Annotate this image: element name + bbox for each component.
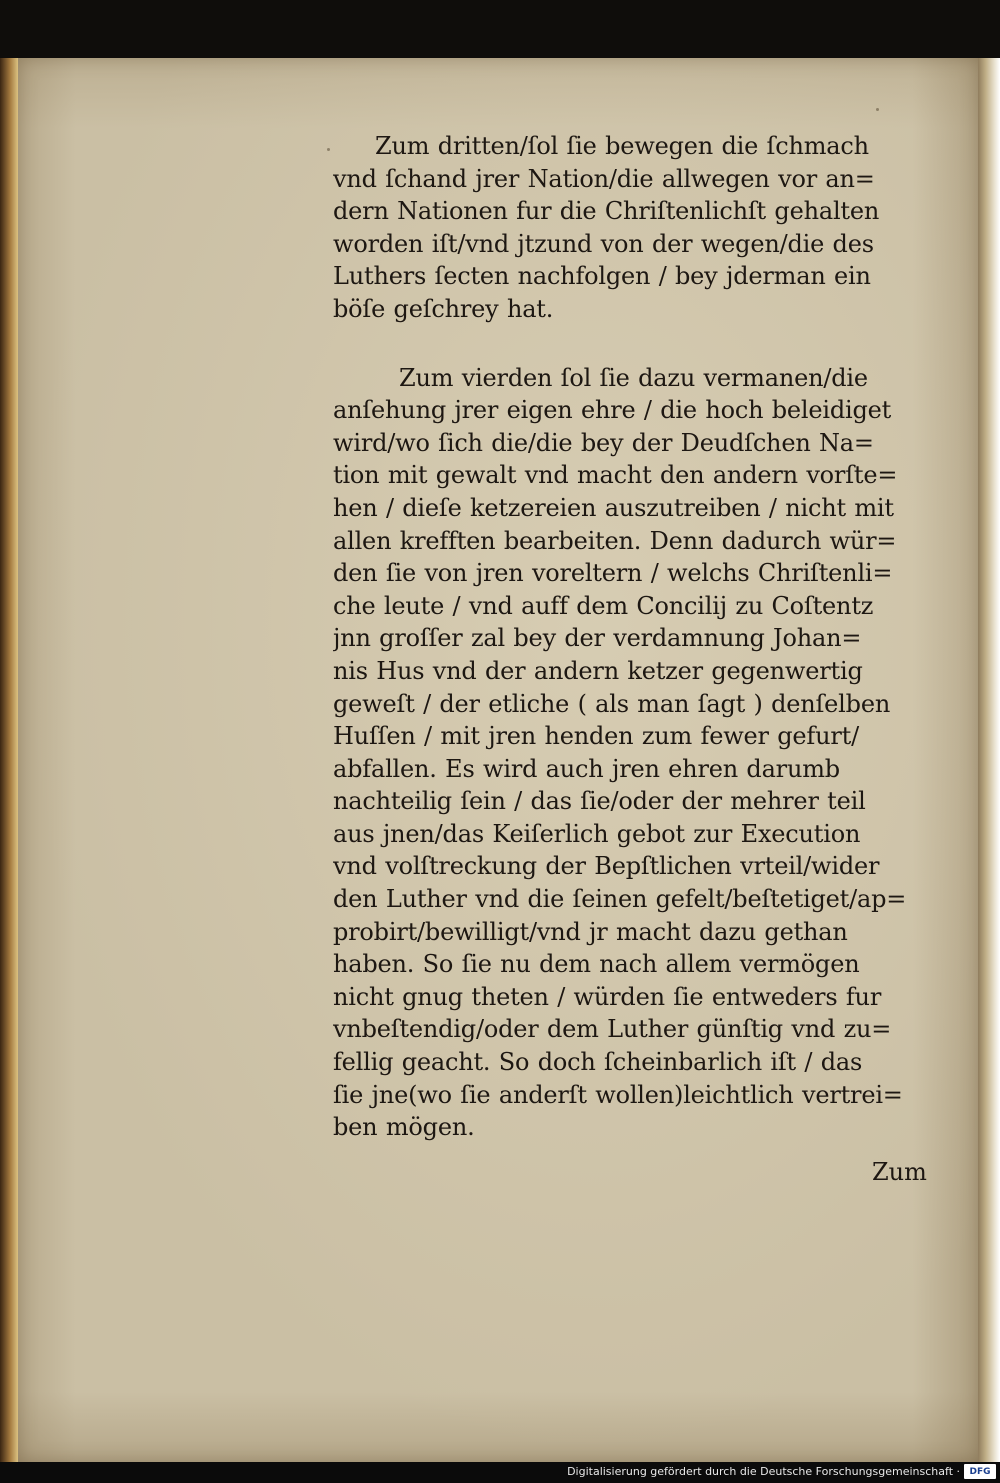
paper-speck xyxy=(327,148,330,151)
text-line: Zum vierden ſol ſie dazu vermanen/die xyxy=(399,363,868,392)
text-line: nachteilig ſein / das ſie/oder der mehrer teil xyxy=(333,787,866,816)
text-line: geweſt / der etliche ( als man ſagt ) denſelben xyxy=(333,689,891,718)
text-line: ſie jne(wo ſie anderſt wollen)leichtlich vertrei= xyxy=(333,1080,903,1109)
text-line: jnn groſſer zal bey der verdamnung Johan= xyxy=(333,624,862,653)
text-line: vnbeſtendig/oder dem Luther günſtig vnd zu= xyxy=(333,1015,892,1044)
page-edge-right xyxy=(978,58,1000,1462)
text-line: den ſie von jren voreltern / welchs Chriſtenli= xyxy=(333,559,893,588)
paragraph-zum-dritten xyxy=(333,130,945,326)
text-line: che leute / vnd auff dem Concilij zu Coſtentz xyxy=(333,591,874,620)
text-line: haben. So ſie nu dem nach allem vermögen xyxy=(333,950,860,979)
text-line: aus jnen/das Keiſerlich gebot zur Execution xyxy=(333,819,861,848)
dfg-logo-icon: DFG xyxy=(964,1464,996,1479)
text-line: vnd volſtreckung der Bepſtlichen vrteil/wider xyxy=(333,852,880,881)
catchword: Zum xyxy=(872,1158,927,1186)
text-line: ben mögen. xyxy=(333,1113,475,1142)
paragraph-gap xyxy=(333,326,945,362)
text-line: böſe geſchrey hat. xyxy=(333,294,554,323)
text-line: worden iſt/vnd jtzund von der wegen/die des xyxy=(333,229,874,258)
paragraph-zum-vierden xyxy=(333,362,945,1144)
text-line: dern Nationen fur die Chriſtenlichſt gehalten xyxy=(333,197,880,226)
text-line: abfallen. Es wird auch jren ehren darumb xyxy=(333,754,840,783)
text-line: probirt/bewilligt/vnd jr macht dazu gethan xyxy=(333,917,848,946)
text-line: fellig geacht. So doch ſcheinbarlich iſt / das xyxy=(333,1048,863,1077)
text-line: tion mit gewalt vnd macht den andern vorſte= xyxy=(333,461,898,490)
text-line: anſehung jrer eigen ehre / die hoch beleidiget xyxy=(333,396,892,425)
main-text xyxy=(333,130,945,1144)
text-line: Luthers ſecten nachfolgen / bey jderman ein xyxy=(333,262,871,291)
text-line: nicht gnug theten / würden ſie entweders fur xyxy=(333,982,882,1011)
text-line: allen krefften bearbeiten. Denn dadurch wür= xyxy=(333,526,897,555)
text-line: den Luther vnd die ſeinen gefelt/beſtetiget/ap= xyxy=(333,885,907,914)
text-line: vnd ſchand jrer Nation/die allwegen vor an= xyxy=(333,164,875,193)
text-line: Zum dritten/ſol ſie bewegen die ſchmach xyxy=(375,132,869,160)
text-line: wird/wo ſich die/die bey der Deudſchen Na= xyxy=(333,428,874,457)
text-line: Huſſen / mit jren henden zum fewer gefurt/ xyxy=(333,722,859,751)
text-line: hen / dieſe ketzereien auszutreiben / nicht mit xyxy=(333,493,894,522)
text-line: nis Hus vnd der andern ketzer gegenwertig xyxy=(333,656,863,685)
paper-speck xyxy=(876,108,879,111)
digitization-credit: Digitalisierung gefördert durch die Deutsche Forschungsgemeinschaft · xyxy=(567,1465,960,1478)
